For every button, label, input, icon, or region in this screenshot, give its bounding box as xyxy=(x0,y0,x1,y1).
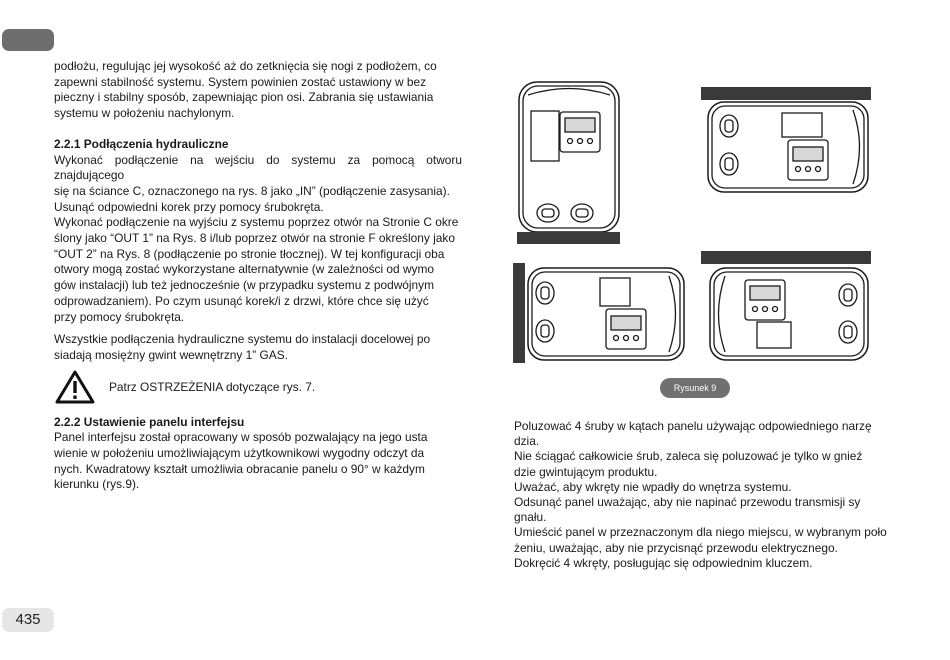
body-line: Wykonać podłączenie na wyjściu z systemu poprzez otwór na Stronie C okre xyxy=(54,215,459,230)
instruction-line: dzie gwintującym produktu. xyxy=(514,464,658,479)
instruction-line: gnału. xyxy=(514,510,547,525)
unit-view-horizontal-1 xyxy=(708,102,868,192)
body-line: przy pomocy śrubokręta. xyxy=(54,309,185,324)
intro-line: systemu w położeniu nachylonym. xyxy=(54,106,235,121)
base-bar xyxy=(701,87,871,100)
base-bar xyxy=(701,251,871,264)
instruction-line: Odsunąć panel uważając, aby nie napinać przewodu transmisji sy xyxy=(514,495,861,510)
unit-view-horizontal-2 xyxy=(528,268,684,360)
body-line: odprowadzaniem). Po czym usunąć korek/i z drzwi, które chce się użyć xyxy=(54,293,429,308)
body-line: wienie w położeniu umożliwiającym użytkownikowi wygodny odczyt da xyxy=(54,446,425,461)
instruction-line: Nie ściągać całkowicie śrub, zaleca się poluzować je tylko w gnieź xyxy=(514,449,863,464)
body-line: siadają mosiężny gwint wewnętrzny 1” GAS. xyxy=(54,347,288,362)
unit-view-vertical xyxy=(519,82,619,232)
body-line: Wykonać podłączenie na wejściu do systemu za pomocą otworu znajdującego xyxy=(54,152,462,183)
intro-line: zapewni stabilność systemu. System powinien zostać ustawiony w bez xyxy=(54,74,427,89)
intro-line: pieczny i stabilny sposób, zapewniając pion osi. Zabrania się ustawiania xyxy=(54,90,434,105)
instruction-line: Dokręcić 4 wkręty, posługując się odpowiednim kluczem. xyxy=(514,555,813,570)
section-heading-interface-panel: 2.2.2 Ustawienie panelu interfejsu xyxy=(54,414,245,429)
section-heading-hydraulic: 2.2.1 Podłączenia hydrauliczne xyxy=(54,136,229,151)
body-line: Panel interfejsu został opracowany w sposób pozwalający na jego usta xyxy=(54,430,428,445)
instruction-line: Poluzować 4 śruby w kątach panelu używając odpowiedniego narzę xyxy=(514,419,872,433)
base-bar xyxy=(513,263,525,363)
body-line: kierunku (rys.9). xyxy=(54,477,140,492)
body-line: gów instalacji) lub też jednocześnie (w przypadku systemu z podwójnym xyxy=(54,278,435,293)
warning-text: Patrz OSTRZEŻENIA dotyczące rys. 7. xyxy=(109,379,316,394)
base-bar xyxy=(517,232,620,244)
intro-line: podłożu, regulując jej wysokość aż do zetknięcia się nogi z podłożem, co xyxy=(54,59,437,73)
instruction-line: żeniu, uważając, aby nie przycisnąć przewodu elektrycznego. xyxy=(514,540,838,555)
instruction-line: Uważać, aby wkręty nie wpadły do wnętrza systemu. xyxy=(514,479,792,494)
figure-caption: Rysunek 9 xyxy=(660,378,730,398)
right-column xyxy=(514,419,892,571)
body-line: nych. Kwadratowy kształt umożliwia obracanie panelu o 90° w każdym xyxy=(54,461,425,476)
body-line: się na ściance C, oznaczonego na rys. 8 jako „IN” (podłączenie zasysania). xyxy=(54,183,450,198)
body-line: otwory mogą zostać wykorzystane alternatywnie (w zależności od wymo xyxy=(54,262,434,277)
instruction-line: dzia. xyxy=(514,434,540,449)
body-line: “OUT 2” na Rys. 8 (podłączenie po stronie tłocznej). W tej konfiguracji oba xyxy=(54,246,445,261)
body-line: Usunąć odpowiedni korek przy pomocy śrubokręta. xyxy=(54,199,324,214)
unit-view-horizontal-3 xyxy=(710,268,868,360)
body-line: Wszystkie podłączenia hydrauliczne systemu do instalacji docelowej po xyxy=(54,332,431,347)
instruction-line: Umieścić panel w przeznaczonym dla niego miejscu, w wybranym poło xyxy=(514,525,887,540)
page-number: 435 xyxy=(2,608,54,632)
body-line: ślony jako “OUT 1” na Rys. 8 i/lub poprzez otwór na stronie F określony jako xyxy=(54,231,455,246)
